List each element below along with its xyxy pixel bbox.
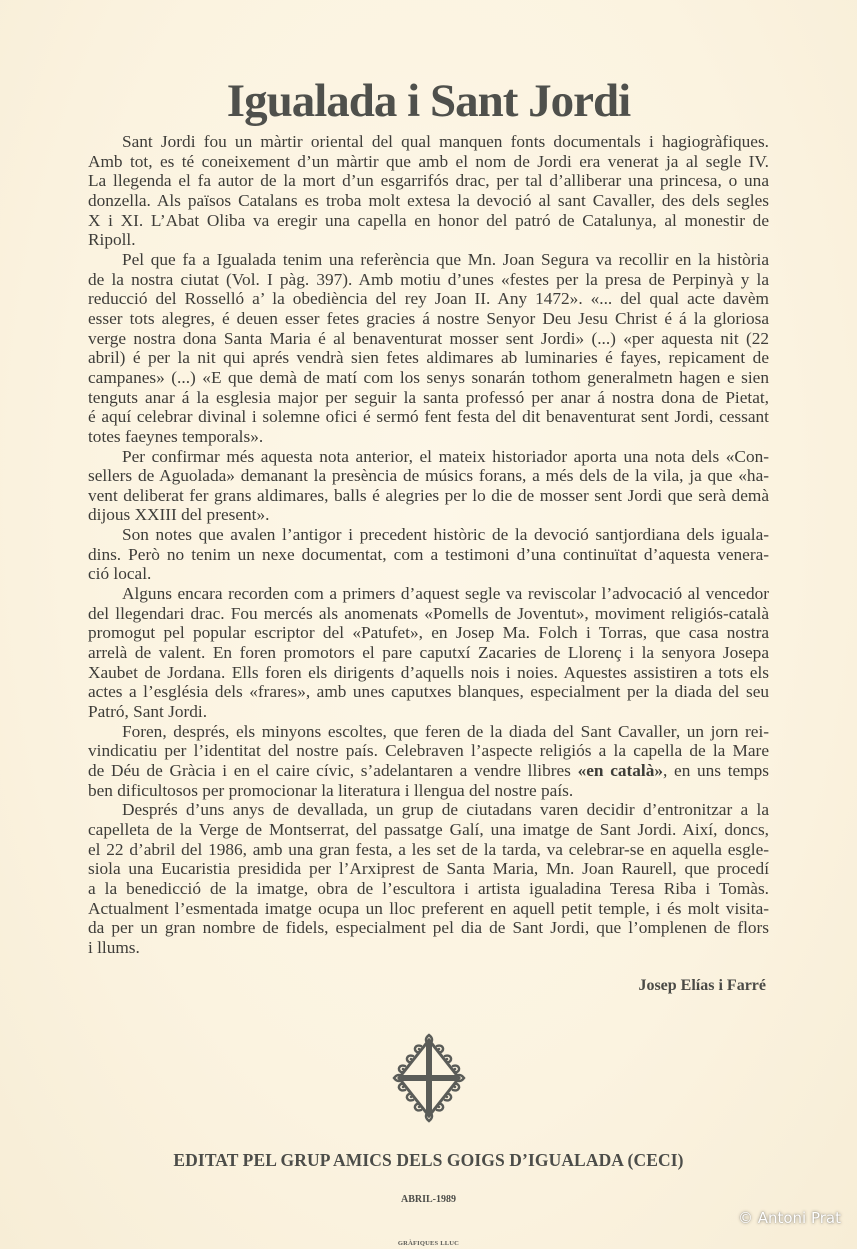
publisher-line: EDITAT PEL GRUP AMICS DELS GOIGS D’IGUALADA (CECI) (173, 1149, 684, 1170)
text-line: actes a l’església dels «frares», amb unes caputxes blanques, especialment per la diada del seu (88, 682, 769, 702)
text-line: capelleta de la Verge de Montserrat, del passatge Galí, una imatge de Sant Jordi. Així, doncs, (88, 819, 769, 839)
text-line: el 22 d’abril del 1986, amb una gran festa, a les set de la tarda, va celebrar-se en aquella esgle- (88, 839, 769, 859)
publication-date: ABRIL-1989 (400, 1193, 456, 1205)
text-line: campanes» (...) «E que demà de matí com los senys sonarán tothom generalmetn hagen e sien (88, 367, 769, 387)
text-line: abril) é per la nit qui aprés vendrà sien fetes aldimares ab luminaries é fayes, repicament de (88, 348, 769, 368)
text-line: Foren, després, els minyons escoltes, que feren de la diada del Sant Cavaller, un jorn rei- (122, 721, 769, 741)
text-line: de la nostra ciutat (Vol. I pàg. 397). Amb motiu d’unes «festes per la presa de Perpinyà y la (88, 269, 769, 289)
text-segment: , en uns temps (663, 761, 770, 780)
text-line: vent deliberat fer grans aldimares, balls é alegries per lo die de mosser sent Jordi que serà demà (88, 485, 769, 505)
text-segment: de Déu de Gràcia i en el caire cívic, s’adelantaren a vendre llibres (88, 761, 578, 780)
text-line: dijous XXIII del present». (88, 505, 270, 525)
printer-credit: GRÀFIQUES LLUC (397, 1239, 460, 1247)
paragraph-6 (88, 722, 769, 801)
text-line: Amb tot, es té coneixement d’un màrtir que amb el nom de Jordi era venerat ja al segle IV. (88, 151, 769, 171)
text-line: Pel que fa a Igualada tenim una referència que Mn. Joan Segura va recollir en la història (122, 249, 769, 269)
text-line: totes faeynes temporals». (88, 426, 264, 446)
bold-phrase: «en català» (577, 761, 663, 780)
text-line: Després d’uns anys de devallada, un grup de ciutadans varen decidir d’entronitzar a la (122, 800, 769, 820)
text-line: verge nostra dona Santa Maria é al benaventurat mosser sent Jordi» (...) «per aquesta nit (22 (88, 328, 769, 348)
text-line: arrelà de valent. En foren promotors el pare caputxí Zacaries de Llorenç i la senyora Josepa (88, 643, 769, 663)
paragraph-4 (88, 525, 769, 584)
author-signature: Josep Elías i Farré (638, 976, 766, 994)
paragraph-1 (88, 132, 769, 250)
text-line: Son notes que avalen l’antigor i precedent històric de la devoció santjordiana dels iguala- (122, 525, 769, 545)
paragraph-2 (88, 250, 769, 447)
article-body (88, 132, 769, 958)
text-line: La llegenda el fa autor de la mort d’un esgarrifós drac, per tal d’alliberar una princesa, o una (88, 171, 769, 191)
text-line: Sant Jordi fou un màrtir oriental del qual manquen fonts documentals i hagiogràfiques. (122, 132, 769, 151)
text-line: X i XI. L’Abat Oliba va eregir una capella en honor del patró de Catalunya, al monestir de (88, 210, 769, 230)
paragraph-7 (88, 800, 769, 957)
text-line: Per confirmar més aquesta nota anterior, el mateix historiador aporta una nota dels «Con- (122, 446, 769, 466)
copyright-watermark: © Antoni Prat (737, 1208, 841, 1227)
cross-diamond-ornament-icon (391, 1032, 467, 1124)
text-line: donzella. Als països Catalans es troba molt extesa la devoció al sant Cavaller, des dels segles (88, 190, 769, 210)
text-line: a la benedicció de la imatge, obra de l’escultora i artista igualadina Teresa Riba i Tomàs. (88, 878, 769, 898)
text-line: ció local. (88, 564, 152, 584)
text-line: tenguts anar á la esglesia major per seguir la santa professó per anar á nostra dona de Pietat, (88, 387, 769, 407)
text-line: Actualment l’esmentada imatge ocupa un lloc preferent en aquell petit temple, i és molt visita- (88, 898, 769, 918)
paragraph-5 (88, 584, 769, 722)
text-line: Patró, Sant Jordi. (88, 702, 208, 722)
document-title: Igualada i Sant Jordi (226, 75, 631, 127)
text-line: é aquí celebrar divinal i solemne ofici é sermó fent festa del dit benaventurat sent Jordi, cessant (88, 407, 769, 427)
text-line: reducció del Rosselló a’ la obediència del rey Joan II. Any 1472». «... del qual acte davèm (88, 289, 769, 309)
text-line: i llums. (88, 937, 140, 957)
text-line: vindicatiu per l’identitat del nostre país. Celebraven l’aspecte religiós a la capella de la Mare (88, 741, 769, 761)
text-line: dins. Però no tenim un nexe documentat, com a testimoni d’una continuïtat d’aquesta venera- (88, 544, 769, 564)
paragraph-3 (88, 447, 769, 526)
text-line: esser tots alegres, é deuen esser fetes gracies á nostre Senyor Deu Jesu Christ é á la gloriosa (88, 308, 769, 328)
text-line: Alguns encara recorden com a primers d’aquest segle va reviscolar l’advocació al vencedor (122, 584, 769, 604)
text-line: da per un gran nombre de fidels, especialment pel dia de Sant Jordi, que l’omplenen de flors (88, 918, 769, 938)
text-line: promogut pel popular escriptor del «Patufet», en Josep Ma. Folch i Torras, que casa nostra (88, 623, 769, 643)
text-line: Ripoll. (88, 230, 136, 250)
text-line-mixed (88, 761, 769, 781)
text-line: ben dificultosos per promocionar la literatura i llengua del nostre país. (88, 780, 574, 800)
text-line: Xaubet de Jordana. Ells foren els dirigents d’aquells nois i noies. Aquestes assistiren a tots els (88, 662, 769, 682)
text-line: siola una Eucaristia presidida per l’Arxiprest de Santa Maria, Mn. Joan Raurell, que procedí (88, 859, 769, 879)
text-line: sellers de Aguolada» demanant la presència de músics forans, a més dels de la vila, ja que «ha- (88, 466, 769, 486)
text-line: del llegendari drac. Fou mercés als anomenats «Pomells de Joventut», moviment religiós-català (88, 603, 769, 623)
